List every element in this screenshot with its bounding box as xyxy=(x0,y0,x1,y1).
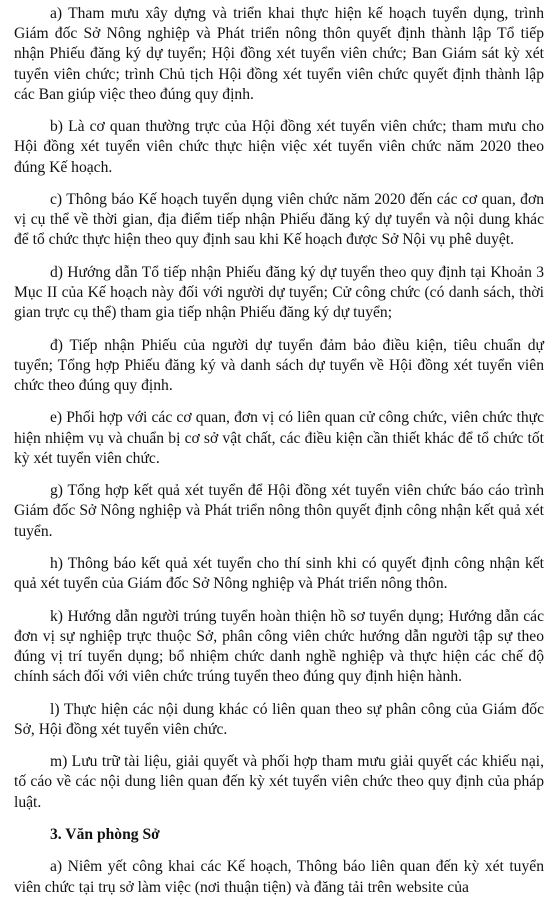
paragraph-l: l) Thực hiện các nội dung khác có liên quan theo sự phân công của Giám đốc Sở, Hội đồng xét tuyển viên chức. xyxy=(14,700,544,738)
paragraph-b: b) Là cơ quan thường trực của Hội đồng xét tuyển viên chức; tham mưu cho Hội đồng xét tuyển viên chức thực hiện việc xét tuyển viên chức năm 2020 theo đúng Kế hoạch. xyxy=(14,118,544,176)
paragraph-dd: đ) Tiếp nhận Phiếu của người dự tuyển đảm bảo điều kiện, tiêu chuẩn dự tuyển; Tổng hợp Phiếu đăng ký và danh sách dự tuyển về Hội đồng xét tuyển viên chức theo đúng quy định. xyxy=(14,336,544,394)
paragraph-c: c) Thông báo Kế hoạch tuyển dụng viên chức năm 2020 đến các cơ quan, đơn vị cụ thể về thời gian, địa điểm tiếp nhận Phiếu đăng ký dự tuyển và nội dung khác để tổ chức thực hiện theo quy định sau khi Kế hoạch được Sở Nội vụ phê duyệt. xyxy=(14,191,544,249)
paragraph-a: a) Tham mưu xây dựng và triển khai thực hiện kế hoạch tuyển dụng, trình Giám đốc Sở Nông nghiệp và Phát triển nông thôn quyết định thành lập Tổ tiếp nhận Phiếu đăng ký dự tuyển; Hội đồng xét tuyển viên chức; Ban Giám sát kỳ xét tuyển viên chức; trình Chủ tịch Hội đồng xét tuyển viên chức quyết định thành lập các Ban giúp việc theo đúng quy định. xyxy=(14,5,544,103)
paragraph-m: m) Lưu trữ tài liệu, giải quyết và phối hợp tham mưu giải quyết các khiếu nại, tố cáo về các nội dung liên quan đến kỳ xét tuyển viên chức theo quy định của pháp luật. xyxy=(14,753,544,811)
section-heading: 3. Văn phòng Sở xyxy=(50,825,160,843)
paragraph-e: e) Phối hợp với các cơ quan, đơn vị có liên quan cử công chức, viên chức thực hiện nhiệm vụ và chuẩn bị cơ sở vật chất, các điều kiện cần thiết khác để tổ chức tốt kỳ xét tuyển viên chức. xyxy=(14,409,544,467)
paragraph-k: k) Hướng dẫn người trúng tuyển hoàn thiện hồ sơ tuyển dụng; Hướng dẫn các đơn vị sự nghiệp trực thuộc Sở, phân công viên chức hướng dẫn người tập sự theo đúng vị trí tuyển dụng; bổ nhiệm chức danh nghề nghiệp và thực hiện các chế độ chính sách đối với viên chức trúng tuyển theo đúng quy định hiện hành. xyxy=(14,607,544,686)
paragraph-g: g) Tổng hợp kết quả xét tuyển để Hội đồng xét tuyển viên chức báo cáo trình Giám đốc Sở Nông nghiệp và Phát triển nông thôn quyết định công nhận kết quả xét tuyển. xyxy=(14,482,544,540)
paragraph-section3-a: a) Niêm yết công khai các Kế hoạch, Thông báo liên quan đến kỳ xét tuyển viên chức tại trụ sở làm việc (nơi thuận tiện) và đăng tải trên website của xyxy=(14,858,544,896)
paragraph-h: h) Thông báo kết quả xét tuyển cho thí sinh khi có quyết định công nhận kết quả xét tuyển của Giám đốc Sở Nông nghiệp và Phát triển nông thôn. xyxy=(14,554,544,593)
paragraph-d: d) Hướng dẫn Tổ tiếp nhận Phiếu đăng ký dự tuyển theo quy định tại Khoản 3 Mục II của Kế hoạch này đối với người dự tuyển; Cử công chức (có danh sách, thời gian trực cụ thể) tham gia tiếp nhận Phiếu đăng ký dự tuyển; xyxy=(14,263,544,322)
